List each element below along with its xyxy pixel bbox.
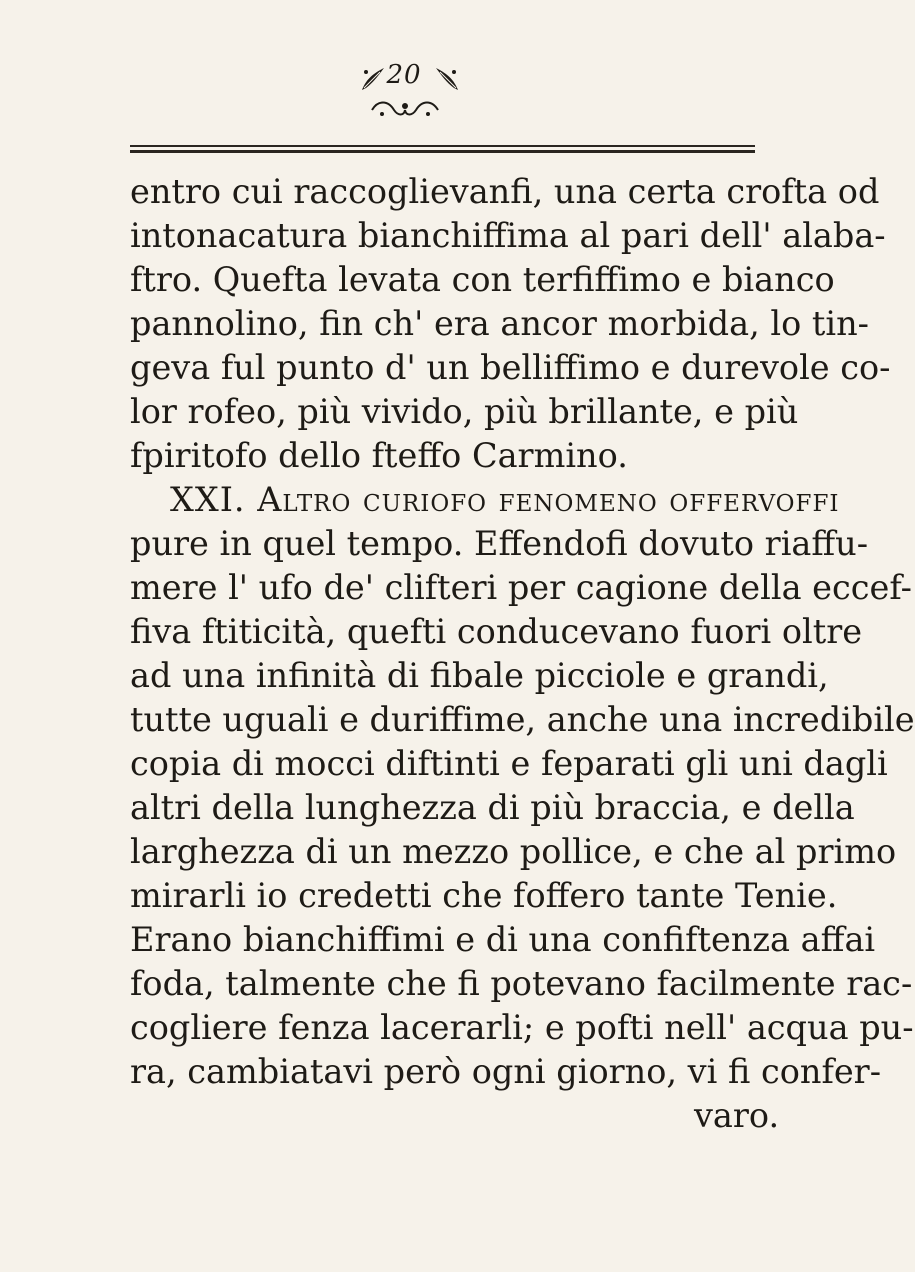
text-line: Erano bianchiffimi e di una confiftenza affai [130,920,876,959]
section-heading-line: XXI. Altro curiofo fenomeno offervoffi [170,480,840,519]
text-line: cogliere fenza lacerarli; e pofti nell' acqua pu- [130,1008,914,1047]
text-line: mere l' ufo de' clifteri per cagione della eccef- [130,568,912,607]
text-line: ad una infinità di fibale picciole e grandi, [130,656,829,695]
text-line: larghezza di un mezzo pollice, e che al primo [130,832,897,871]
text-line: ftro. Quefta levata con terfiffimo e bianco [130,260,835,299]
text-line: foda, talmente che fi potevano facilmente rac- [130,964,913,1003]
text-line: geva ful punto d' un belliffimo e durevole co- [130,348,891,387]
page-number: 20 [386,60,422,90]
text-line: fiva ftiticità, quefti conducevano fuori oltre [130,612,863,651]
text-line: tutte uguali e duriffime, anche una incredibile [130,700,915,739]
catchword: varo. [694,1096,780,1135]
text-line: copia di mocci diftinti e feparati gli uni dagli [130,744,888,783]
text-line: lor rofeo, più vivido, più brillante, e più [130,392,799,431]
text-line: ra, cambiatavi però ogni giorno, vi fi confer- [130,1052,882,1091]
text-line: fpiritofo dello fteffo Carmino. [130,436,628,475]
text-line: intonacatura bianchiffima al pari dell' alaba- [130,216,886,255]
page-header [0,58,800,130]
leaf-ornament-right-icon [434,66,460,96]
scroll-ornament-icon [368,98,442,126]
text-line: mirarli io credetti che foffero tante Tenie. [130,876,838,915]
text-line: pure in quel tempo. Effendofi dovuto riaffu- [130,524,869,563]
text-line: pannolino, fin ch' era ancor morbida, lo tin- [130,304,869,343]
header-rule [130,142,755,156]
leaf-ornament-left-icon [360,66,386,96]
text-line: entro cui raccoglievanfi, una certa crofta od [130,172,880,211]
text-line: altri della lunghezza di più braccia, e della [130,788,855,827]
